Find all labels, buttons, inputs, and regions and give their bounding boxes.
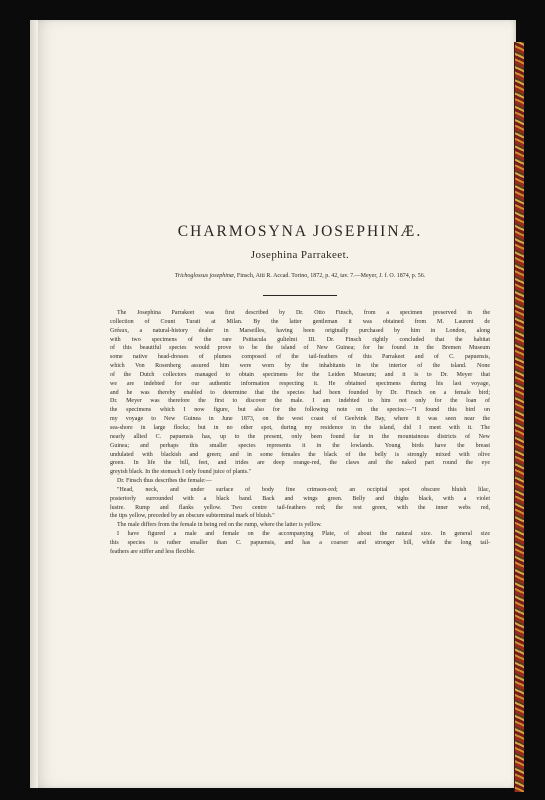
body-line: The male differs from the female in being red on the rump, where the latter is yellow. <box>117 522 322 529</box>
body-line: Dr. Meyer was therefore the first to discover the male. I am indebted to him not only for the loan of <box>110 398 490 405</box>
body-text <box>110 309 490 557</box>
body-line: the tips yellow, preceded by an obscure subterminal mark of bluish." <box>110 513 275 520</box>
body-line: with two specimens of the rare Psittacula gulielmi III. Dr. Finsch rightly concluded that the habitat <box>110 336 490 343</box>
synonymy-species-name: Trichoglossus josephinæ, <box>174 273 236 279</box>
body-line: which Von Rosenberg assured him were worn by the inhabitants in the interior of the island. None <box>110 363 490 370</box>
body-line: this species is rather smaller than C. papuensis, and has a coarser and stronger bill, while the long tail- <box>110 539 490 546</box>
body-line: collection of Count Turati at Milan. By the latter gentleman it was obtained from M. Laurent de <box>110 318 490 325</box>
body-line: feathers are stiffer and less flexible. <box>110 548 196 555</box>
body-line: Guinea; and perhaps this smaller species represents it in the lowlands. Young birds have the breast <box>110 442 490 449</box>
body-line: the specimens which I now figure, but also for the following note on the species:—"I found this bird on <box>110 407 490 414</box>
body-line: lustre. Rump and flanks yellow. Two centre tail-feathers red; the rest green, with the inner webs red, <box>110 504 490 511</box>
body-line: of this beautiful species would prove to be the island of New Guinea; for he found in the Bremen Museum <box>110 345 490 352</box>
synonymy-reference <box>110 272 490 281</box>
body-line: some native head-dresses of plumes composed of the tail-feathers of this Parrakeet and of C. papuensis, <box>110 354 490 361</box>
body-line: posteriorly surrounded with a black band. Back and wings green. Belly and thighs black, with a violet <box>110 495 490 502</box>
body-line: nearly allied C. papuensis has, up to the present, only been found far in the mountainous districts of New <box>110 433 490 440</box>
body-line: and he was thereby enabled to determine that the species had been founded by Dr. Finsch on a female bird; <box>110 389 490 396</box>
body-line: I have figured a male and female on the accompanying Plate, of about the natural size. In general size <box>117 531 490 538</box>
marbled-page-edge <box>514 42 524 792</box>
body-line: The Josephina Parrakeet was first described by Dr. Otto Finsch, from a specimen preserved in the <box>117 310 490 316</box>
page-title: CHARMOSYNA JOSEPHINÆ. <box>177 223 423 240</box>
body-line: Dr. Finsch thus describes the female:— <box>117 478 212 485</box>
plate-text <box>110 222 490 557</box>
body-line: of the Dutch collectors managed to obtain specimens for the Leiden Museum; and it is to Dr. Meyer that <box>110 371 490 378</box>
synonymy-citation: Finsch, Atti R. Accad. Torino, 1872, p. 42, tav. 7.—Meyer, J. f. O. 1874, p. 56. <box>235 273 426 279</box>
body-line: greyish black. In the stomach I only found juice of plants." <box>110 469 252 476</box>
page-subtitle: Josephina Parrakeet. <box>250 249 350 261</box>
body-line: green. In life the bill, feet, and irides are deep orange-red, the claws and the naked part round the eye <box>110 460 490 467</box>
body-line: Grésux, a natural-history dealer in Marseilles, having been originally purchased by him in London, along <box>110 327 490 334</box>
body-line: we are indebted for our authentic information respecting it. He obtained specimens during his last voyage, <box>110 380 490 387</box>
body-line: "Head, neck, and under surface of body fine crimson-red; an occipital spot obscure bluish lilac, <box>117 486 490 493</box>
body-line: undulated with blackish and green; and in some females the black of the belly is strongly mixed with olive <box>110 451 490 458</box>
body-line: my voyage to New Guinea in June 1873, on the west coast of Geelvink Bay, where it was seen near the <box>110 416 490 423</box>
page-gutter-shadow <box>30 20 38 788</box>
section-divider <box>263 295 337 296</box>
body-line: sea-shore in large flocks; but in no other spot, during my residence in the island, did I meet with it. The <box>110 424 490 431</box>
